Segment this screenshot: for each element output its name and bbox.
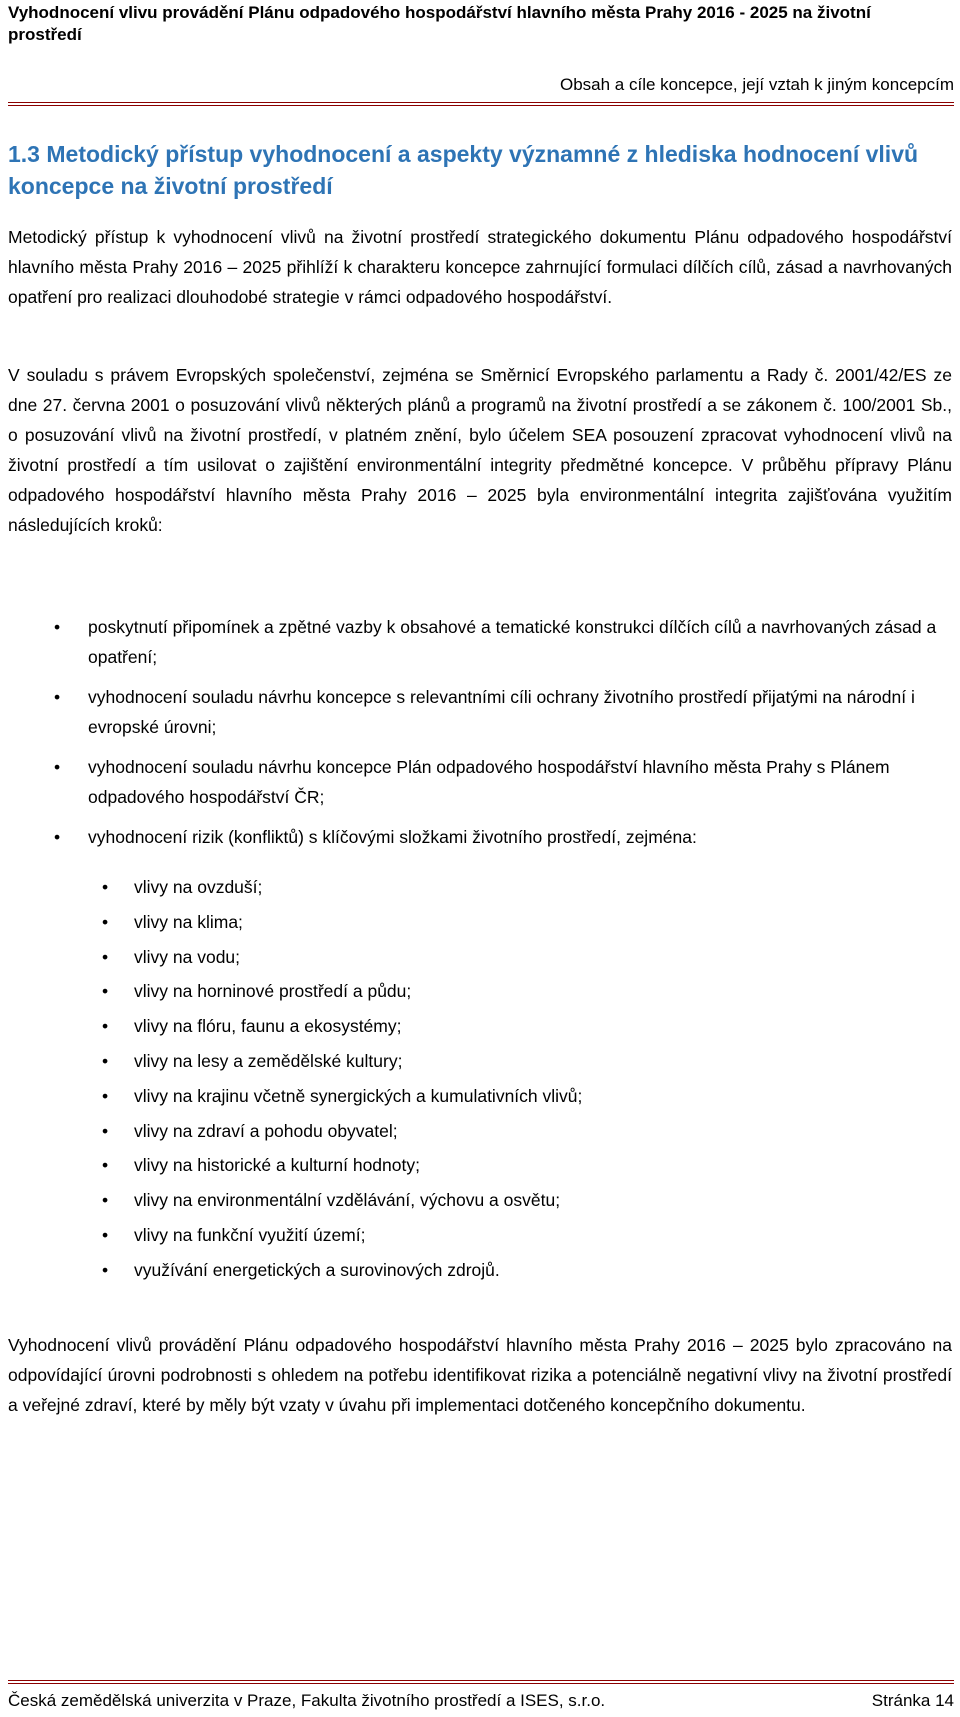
intro-paragraph: Metodický přístup k vyhodnocení vlivů na životní prostředí strategického dokumentu Plánu odpadového hospodářství hlavního města Prahy 2016 – 2025 přihlíží k charakteru koncepce zahrnující formulaci dílčích cílů, zásad a navrhovaných opatření pro realizaci dlouhodobé strategie v rámci odpadového hospodářství. xyxy=(8,227,952,307)
list-item: • vlivy na vodu; xyxy=(8,942,952,972)
environmental-impacts-list xyxy=(8,872,952,1290)
list-item: • vlivy na lesy a zemědělské kultury; xyxy=(8,1046,952,1076)
running-header-title: Vyhodnocení vlivu provádění Plánu odpadového hospodářství hlavního města Prahy 2016 - 2025 na životní prostředí xyxy=(8,3,871,44)
list-item: • vlivy na zdraví a pohodu obyvatel; xyxy=(8,1116,952,1146)
list-item: • vyhodnocení souladu návrhu koncepce Plán odpadového hospodářství hlavního města Prahy s Plánem odpadového hospodářství ČR; xyxy=(8,752,952,812)
list-item: • vlivy na ovzduší; xyxy=(8,872,952,902)
footer-institution: Česká zemědělská univerzita v Praze, Fakulta životního prostředí a ISES, s.r.o. xyxy=(8,1691,606,1710)
header-divider xyxy=(8,102,954,106)
list-item: • vlivy na horninové prostředí a půdu; xyxy=(8,976,952,1006)
list-item: • vlivy na krajinu včetně synergických a kumulativních vlivů; xyxy=(8,1081,952,1111)
list-item: • vlivy na klima; xyxy=(8,907,952,937)
legal-context-paragraph: V souladu s právem Evropských společenství, zejména se Směrnicí Evropského parlamentu a Rady č. 2001/42/ES ze dne 27. června 2001 o posuzování vlivů některých plánů a programů na životní prostředí a se zákonem č. 100/2001 Sb., o posuzování vlivů na životní prostředí, v platném znění, bylo účelem SEA posouzení zpracovat vyhodnocení vlivů na životní prostředí a tím usilovat o zajištění environmentální integrity předmětné koncepce. V průběhu přípravy Plánu odpadového hospodářství hlavního města Prahy 2016 – 2025 byla environmentální integrita zajišťována využitím následujících kroků: xyxy=(8,365,952,535)
list-item: • vyhodnocení rizik (konfliktů) s klíčovými složkami životního prostředí, zejména: xyxy=(8,822,952,852)
list-item: • vlivy na historické a kulturní hodnoty; xyxy=(8,1150,952,1180)
list-item: • využívání energetických a surovinových zdrojů. xyxy=(8,1255,952,1285)
page-number: Stránka 14 xyxy=(871,1691,954,1710)
footer-divider xyxy=(8,1680,954,1684)
running-header-subtitle: Obsah a cíle koncepce, její vztah k jiným koncepcím xyxy=(559,75,954,94)
list-item: • vlivy na funkční využití území; xyxy=(8,1220,952,1250)
list-item: • vyhodnocení souladu návrhu koncepce s relevantními cíli ochrany životního prostředí přijatými na národní i evropské úrovni; xyxy=(8,682,952,742)
integrity-steps-list xyxy=(8,612,952,862)
list-item: • vlivy na environmentální vzdělávání, výchovu a osvětu; xyxy=(8,1185,952,1215)
conclusion-paragraph: Vyhodnocení vlivů provádění Plánu odpadového hospodářství hlavního města Prahy 2016 – 2025 bylo zpracováno na odpovídající úrovni podrobnosti s ohledem na potřebu identifikovat rizika a potenciálně negativní vlivy na životní prostředí a veřejné zdraví, které by měly být vzaty v úvahu při implementaci dotčeného koncepčního dokumentu. xyxy=(8,1335,952,1415)
list-item: • poskytnutí připomínek a zpětné vazby k obsahové a tematické konstrukci dílčích cílů a navrhovaných zásad a opatření; xyxy=(8,612,952,672)
section-heading: 1.3 Metodický přístup vyhodnocení a aspekty významné z hlediska hodnocení vlivů koncepce na životní prostředí xyxy=(8,141,919,199)
list-item: • vlivy na flóru, faunu a ekosystémy; xyxy=(8,1011,952,1041)
